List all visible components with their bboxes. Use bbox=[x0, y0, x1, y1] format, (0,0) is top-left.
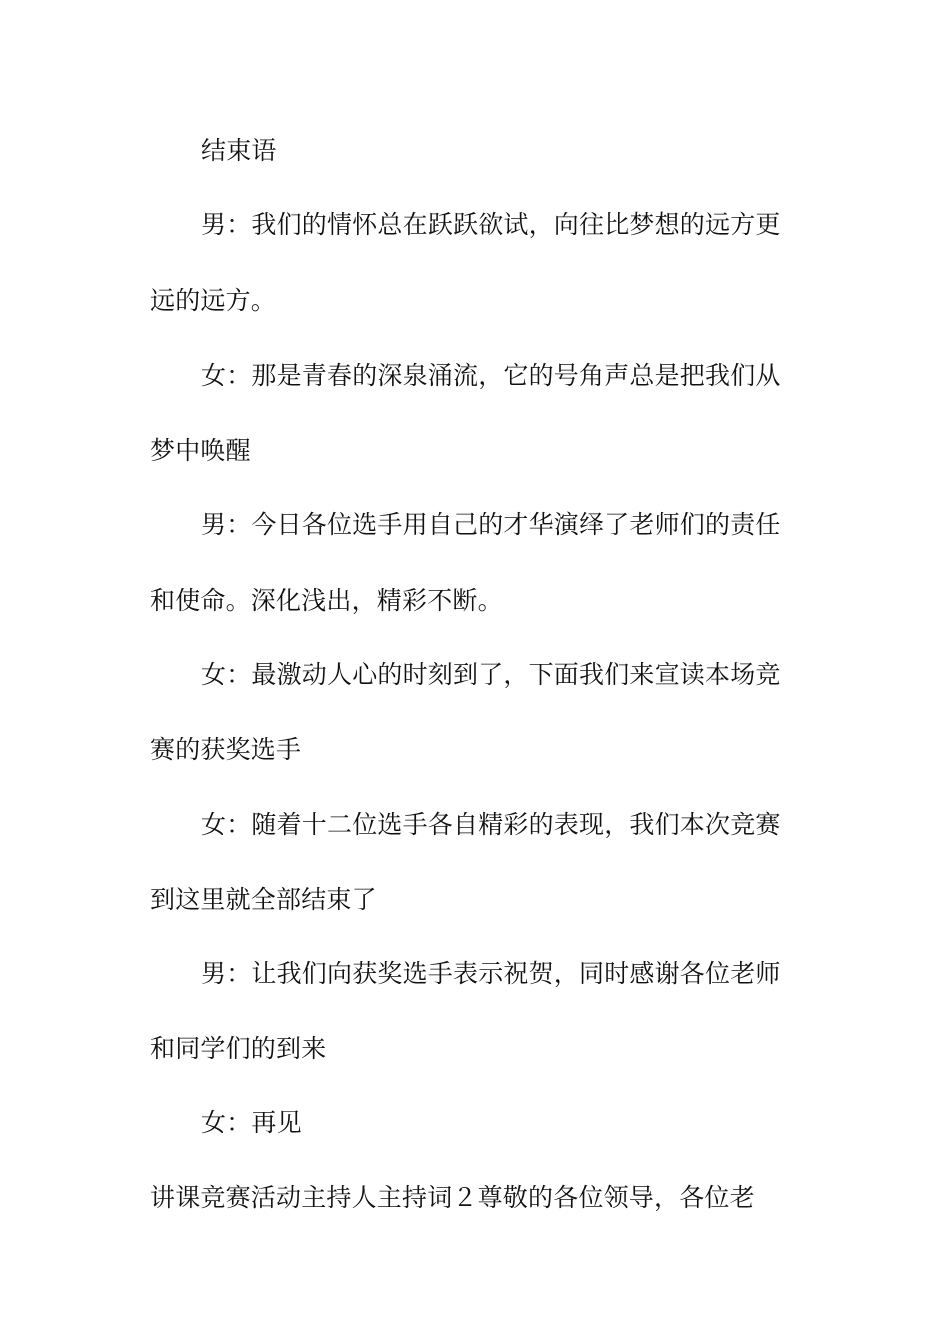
paragraph-line: 男：今日各位选手用自己的才华演绎了老师们的责任 bbox=[201, 510, 781, 539]
paragraph-line: 男：我们的情怀总在跃跃欲试，向往比梦想的远方更 bbox=[201, 210, 781, 239]
paragraph-line: 赛的获奖选手 bbox=[150, 735, 302, 764]
paragraph-line: 到这里就全部结束了 bbox=[150, 885, 377, 914]
paragraph-line: 女：再见 bbox=[201, 1108, 302, 1137]
paragraph-line: 和同学们的到来 bbox=[150, 1034, 327, 1063]
section-heading: 结束语 bbox=[201, 136, 277, 165]
paragraph-line: 男：让我们向获奖选手表示祝贺，同时感谢各位老师 bbox=[201, 959, 781, 988]
paragraph-line: 梦中唤醒 bbox=[150, 436, 251, 465]
paragraph-line: 和使命。深化浅出，精彩不断。 bbox=[150, 586, 503, 615]
paragraph-line: 讲课竞赛活动主持人主持词２尊敬的各位领导，各位老 bbox=[150, 1183, 755, 1212]
paragraph-line: 女：最激动人心的时刻到了，下面我们来宣读本场竞 bbox=[201, 660, 781, 689]
paragraph-line: 女：随着十二位选手各自精彩的表现，我们本次竞赛 bbox=[201, 810, 781, 839]
paragraph-line: 远的远方。 bbox=[150, 286, 277, 315]
paragraph-line: 女：那是青春的深泉涌流，它的号角声总是把我们从 bbox=[201, 361, 781, 390]
